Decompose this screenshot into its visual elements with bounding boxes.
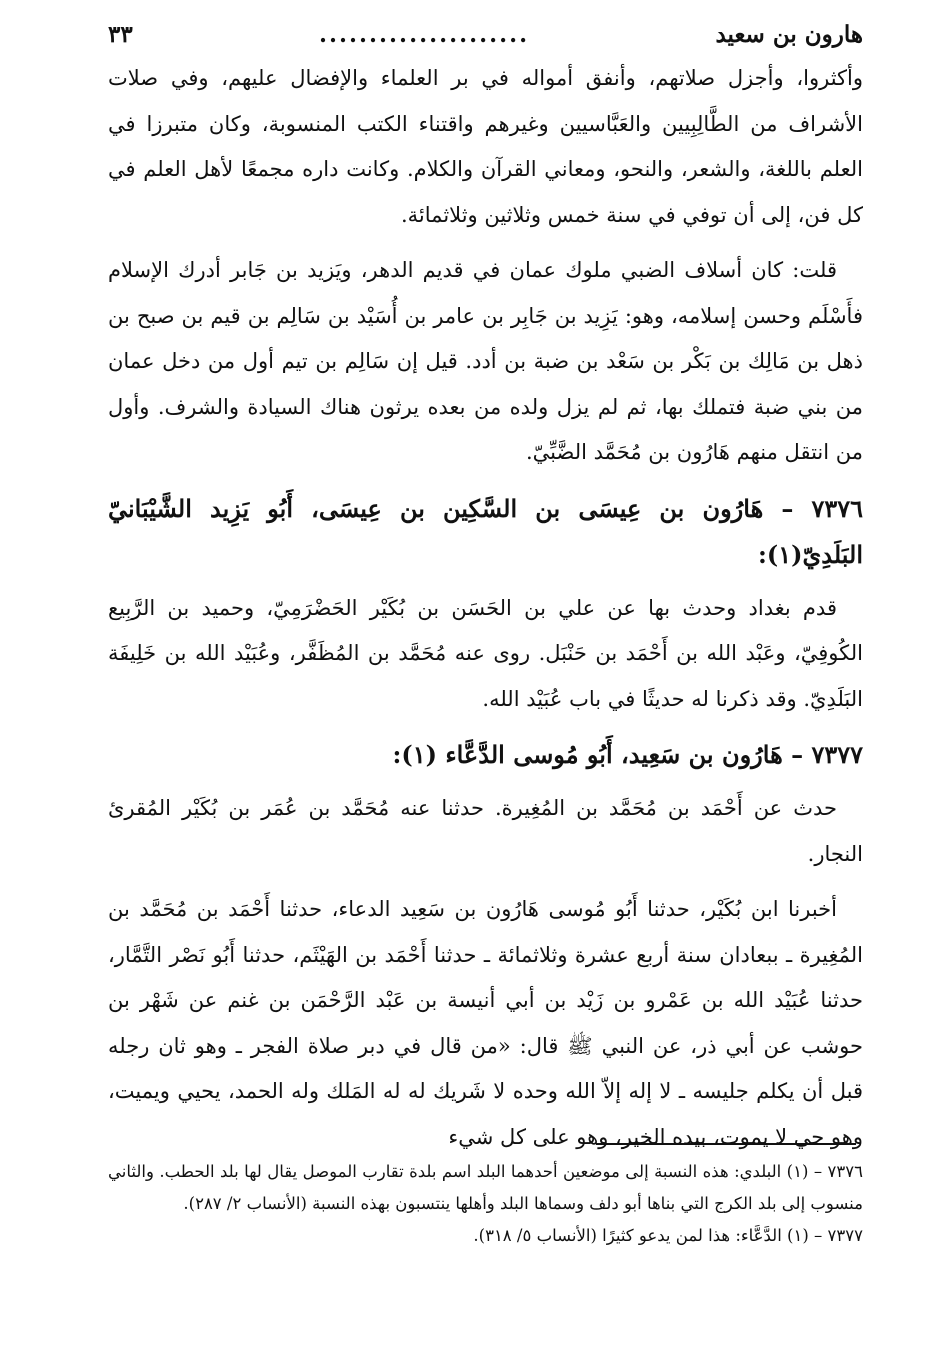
running-title: هارون بن سعيد: [715, 20, 863, 48]
page-number: ٣٣: [108, 20, 133, 48]
main-text: [108, 56, 863, 1170]
paragraph: حدث عن أَحْمَد بن مُحَمَّد بن المُغِيرة. حدثنا عنه مُحَمَّد بن عُمَر بن بُكَيْر المُقرئ النجار.: [108, 796, 863, 866]
footnote-7377: ٧٣٧٧ – (١) الدَّعَّاء: هذا لمن يدعو كثيرًا (الأنساب ٥/ ٣١٨).: [473, 1226, 863, 1245]
footnote-divider: [596, 1143, 856, 1145]
paragraph: قدم بغداد وحدث بها عن علي بن الحَسَن بن بُكَيْر الحَضْرَمِيّ، وحميد بن الرَّبِيع الكُوفِيّ، وعَبْد الله بن أَحْمَد بن حَنْبَل. روى عنه مُحَمَّد بن المُظَفَّر، وعُبَيْد الله بن خَلِيفَة البَلَدِيّ. وقد ذكرنا له حديثًا في باب عُبَيْد الله.: [108, 595, 863, 711]
leader-dots: .....................: [319, 20, 530, 48]
footnote-7376: ٧٣٧٦ – (١) البلدي: هذه النسبة إلى موضعين أحدهما البلد اسم بلدة تقارب الموصل يقال لها بلد الحطب. والثاني منسوب إلى بلد الكرج التي بناها أبو دلف وسماها البلد وأهلها ينتسبون بهذه النسبة (الأنساب ٢/ ٢٨٧).: [108, 1162, 863, 1213]
page-header: [108, 14, 863, 54]
paragraph: أخبرنا ابن بُكَيْر، حدثنا أَبُو مُوسى هَارُون بن سَعِيد الدعاء، حدثنا أَحْمَد بن مُحَمَّد بن المُغِيرة ـ ببعادان سنة أربع عشرة وثلاثمائة ـ حدثنا أَحْمَد بن الهَيْثَم، حدثنا أَبُو نَصْر التَّمَّار، حدثنا عُبَيْد الله بن عَمْرو بن زَيْد بن أبي أنيسة بن عَبْد الرَّحْمَن بن غنم عن شَهْر بن حوشب عن أبي ذر، عن النبي ﷺ قال: «من قال في دبر صلاة الفجر ـ وهو ثان رجله قبل أن يكلم جليسه ـ لا إله إلاّ الله وحده لا شَريك له له المَلك وله الحمد، يحيي ويميت، وهو حي لا يموت، بيده الخير، وهو على كل شيء: [108, 897, 863, 1149]
paragraph: قلت: كان أسلاف الضبي ملوك عمان في قديم الدهر، ويَزيد بن جَابر أدرك الإسلام فأَسْلَم وحسن إسلامه، وهو: يَزِيد بن جَابِر بن عامر بن أُسَيْد بن سَالِم بن قيم بن صبح بن ذهل بن مَالِك بن بَكْر بن سَعْد بن ضبة بن أدد. قيل إن سَالِم بن تيم أول من دخل عمان من بني ضبة فتملك بها، ثم لم يزل ولده من بعده يرثون هناك السيادة والشرف. وأول من انتقل منهم هَارُون بن مُحَمَّد الضَّبِّيّ.: [108, 258, 863, 464]
paragraph: وأكثروا، وأجزل صلاتهم، وأنفق أمواله في بر العلماء والإفضال عليهم، وفي صلات الأشراف من الطَّالِبِيين والعَبَّاسيين وغيرهم واقتناء الكتب المنسوبة، وكان متبرزا في العلم باللغة، والشعر، والنحو، ومعاني القرآن والكلام. وكانت داره مجمعًا لأهل العلم في كل فن، إلى أن توفي في سنة خمس وثلاثين وثلاثمائة.: [108, 66, 863, 227]
entry-heading-7376: ٧٣٧٦ – هَارُون بن عِيسَى بن السَّكِين بن عِيسَى، أَبُو يَزِيد الشَّيْبَانيّ البَلَدِيّ(١):: [108, 493, 863, 569]
footnotes: [108, 1156, 863, 1252]
entry-heading-7377: ٧٣٧٧ – هَارُون بن سَعِيد، أَبُو مُوسى الدَّعَّاء (١):: [392, 740, 863, 769]
